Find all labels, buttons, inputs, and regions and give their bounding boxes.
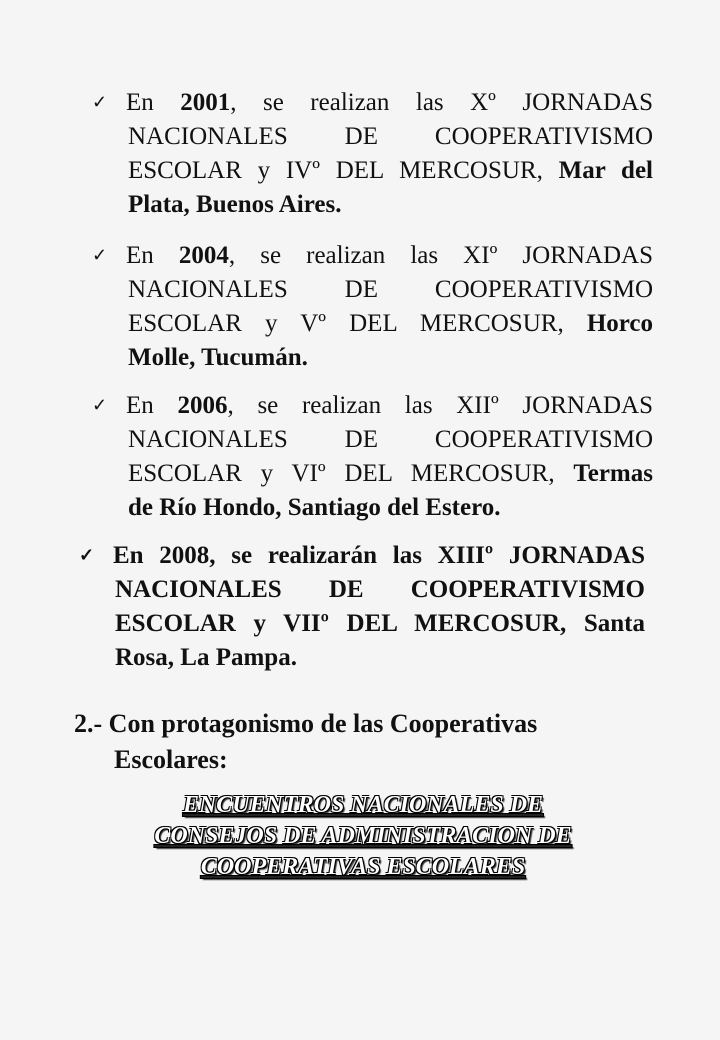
item-text: Rosa, La Pampa.: [115, 644, 297, 671]
item-text: En: [126, 392, 178, 419]
item-line: [98, 120, 653, 154]
item-text: 2006: [177, 392, 228, 419]
item-text: NACIONALES DE COOPERATIVISMO: [128, 123, 653, 150]
item-text: NACIONALES DE COOPERATIVISMO: [128, 276, 653, 303]
item-line: [85, 607, 645, 641]
item-text: Mar del: [558, 157, 653, 184]
item-text: Termas: [573, 460, 653, 487]
item-line: [98, 154, 653, 188]
item-text: ESCOLAR y IVº DEL MERCOSUR,: [128, 157, 559, 184]
item-line: [98, 423, 653, 457]
section-title-line1: Con protagonismo de las Cooperativas: [108, 709, 538, 738]
item-line: [92, 85, 653, 120]
item-line: [92, 238, 653, 273]
item-line: [92, 388, 653, 423]
item-text: NACIONALES DE COOPERATIVISMO: [128, 426, 653, 453]
item-line: [79, 538, 645, 573]
item-text: En: [126, 242, 179, 269]
item-text: Plata, Buenos Aires.: [128, 191, 342, 218]
item-text: ESCOLAR y VIº DEL MERCOSUR,: [128, 460, 574, 487]
section-heading: [74, 706, 634, 778]
item-line: [98, 188, 653, 222]
list-item: [92, 238, 653, 375]
item-text: 2001: [180, 89, 231, 116]
check-icon: ✓: [92, 92, 108, 112]
encuentros-line1: ENCUENTROS NACIONALES DE: [182, 792, 544, 818]
item-text: 2004: [178, 242, 229, 269]
item-text: , se realizan las XIIº JORNADAS: [227, 392, 653, 419]
encuentros-line2: CONSEJOS DE ADMINISTRACION DE: [154, 823, 572, 849]
item-text: , se realizan las XIº JORNADAS: [228, 242, 653, 269]
section-title-line2: Escolares:: [114, 745, 228, 774]
check-icon: ✓: [92, 395, 108, 415]
item-text: ESCOLAR y VIIº DEL MERCOSUR, Santa: [115, 610, 645, 637]
item-line: [98, 491, 653, 525]
item-line: [98, 307, 653, 341]
encuentros-title: [120, 790, 606, 883]
list-item: [92, 388, 653, 525]
item-text: , se realizan las Xº JORNADAS: [230, 89, 653, 116]
item-line: [98, 273, 653, 307]
list-item: [92, 85, 653, 222]
item-text: Molle, Tucumán.: [128, 344, 308, 371]
encuentros-line3: COOPERATIVAS ESCOLARES: [200, 854, 526, 880]
item-text: Horco: [586, 310, 653, 337]
section-number: 2.-: [74, 709, 103, 738]
check-icon: ✓: [92, 245, 108, 265]
item-text: En 2008, se realizarán las XIIIº JORNADAS: [113, 542, 645, 569]
item-text: ESCOLAR y Vº DEL MERCOSUR,: [128, 310, 587, 337]
item-line: [85, 641, 645, 675]
check-icon: ✓: [79, 545, 95, 565]
item-line: [85, 573, 645, 607]
item-text: En: [126, 89, 181, 116]
item-line: [98, 341, 653, 375]
item-text: NACIONALES DE COOPERATIVISMO: [115, 576, 645, 603]
item-line: [98, 457, 653, 491]
list-item: [79, 538, 645, 675]
item-text: de Río Hondo, Santiago del Estero.: [128, 494, 501, 521]
